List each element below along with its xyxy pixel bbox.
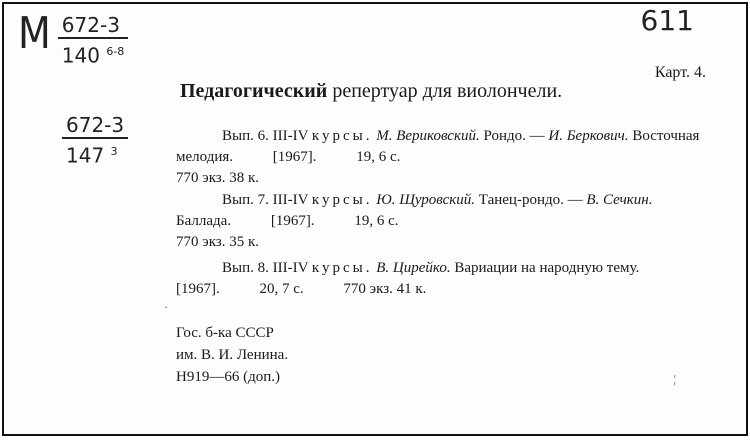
issue-kursy: курсы. <box>311 192 373 208</box>
title-rest: репертуар для виолончели. <box>332 80 563 102</box>
year: [1967]. <box>176 281 220 297</box>
call-number-denominator <box>58 39 129 67</box>
work: Танец-рондо. — <box>478 192 583 208</box>
issue-kursy: курсы. <box>311 260 373 276</box>
pages: 19, 6 с. <box>354 213 399 229</box>
pages: 20, 7 с. <box>259 281 304 297</box>
library-stamp <box>176 322 288 388</box>
issue-number: Вып. 6. III-IV <box>222 128 309 144</box>
call-number-fraction-1 <box>58 14 129 67</box>
call-number-denominator <box>62 139 128 167</box>
call-number-numerator: 672-3 <box>58 14 129 39</box>
call-number-prefix: M <box>18 7 51 59</box>
call-number-2 <box>62 114 128 167</box>
print-run-price: 770 экз. 38 к. <box>176 170 259 186</box>
work: Восточная мелодия. <box>176 128 700 165</box>
issue-entry-8 <box>176 258 710 300</box>
call-number-denominator-value: 147 <box>66 143 105 168</box>
speck-mark: ¦ <box>673 372 676 386</box>
speck-mark: · <box>164 300 168 314</box>
work: Баллада. <box>176 213 232 229</box>
author: М. Вериковский. <box>376 128 480 144</box>
call-number-denominator-value: 140 <box>61 43 100 68</box>
call-number-sup: 6-8 <box>106 45 125 58</box>
issue-number: Вып. 8. III-IV <box>222 260 309 276</box>
call-number-1 <box>18 7 128 68</box>
year: [1967]. <box>270 213 315 229</box>
print-run-price: 770 экз. 35 к. <box>176 234 259 250</box>
call-number-sup: 3 <box>110 145 118 158</box>
call-number-numerator: 672-3 <box>62 114 128 139</box>
card-number: 611 <box>640 4 694 37</box>
call-number-fraction-2 <box>62 114 128 167</box>
series-title <box>180 80 562 103</box>
issue-entry-6 <box>176 126 710 189</box>
author: В. Сечкин. <box>586 192 653 208</box>
issue-number: Вып. 7. III-IV <box>222 192 309 208</box>
library-line-2: им. В. И. Ленина. <box>176 347 289 363</box>
library-line-3: Н919—66 (доп.) <box>176 369 280 385</box>
author: И. Беркович. <box>548 128 629 144</box>
work: Рондо. — <box>483 128 545 144</box>
catalog-card <box>2 2 748 436</box>
author: В. Цирейко. <box>376 260 451 276</box>
print-run-price: 770 экз. 41 к. <box>343 281 427 297</box>
work: Вариации на народную тему. <box>454 260 640 276</box>
issue-entry-7 <box>176 190 710 253</box>
card-sequence: Карт. 4. <box>654 64 706 81</box>
pages: 19, 6 с. <box>356 149 401 165</box>
library-line-1: Гос. б-ка СССР <box>176 325 274 341</box>
author: Ю. Щуровский. <box>376 192 476 208</box>
issue-kursy: курсы. <box>311 128 373 144</box>
year: [1967]. <box>272 149 317 165</box>
title-bold: Педагогический <box>180 80 328 102</box>
